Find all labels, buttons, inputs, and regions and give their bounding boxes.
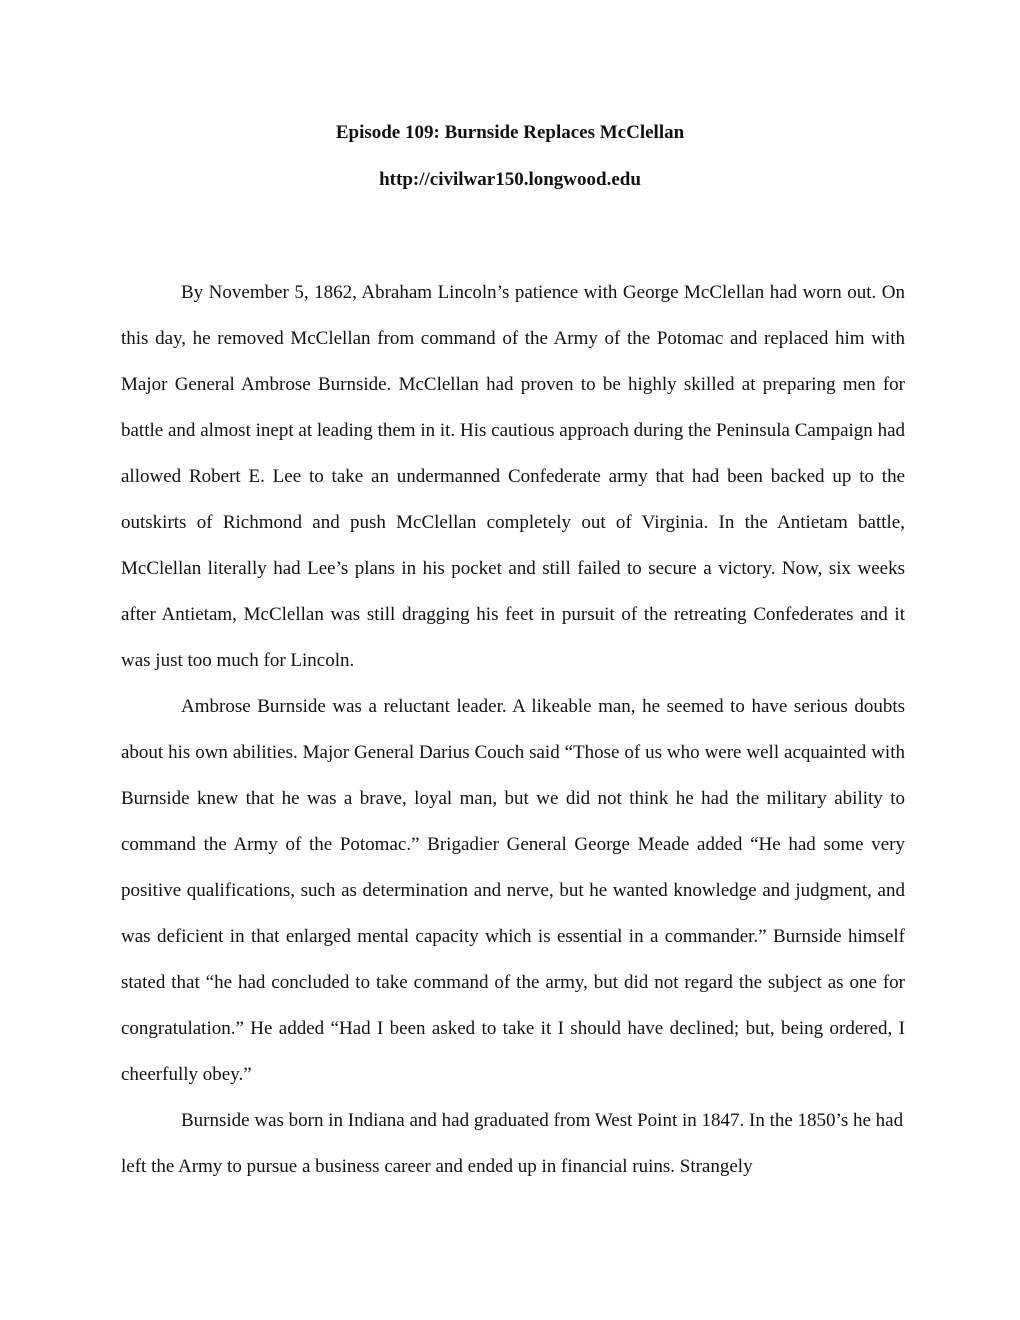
- document-title: Episode 109: Burnside Replaces McClellan: [335, 122, 685, 143]
- document-url: http://civilwar150.longwood.edu: [379, 169, 641, 190]
- body-paragraph: Ambrose Burnside was a reluctant leader. A likeable man, he seemed to have serious doubts about his own abilities. Major General Darius Couch said “Those of us who were well acquainted with Burnside knew that he was a brave, loyal man, but we did not think he had the military ability to command the Army of the Potomac.” Brigadier General George Meade added “He had some very positive qualifications, such as determination and nerve, but he wanted knowledge and judgment, and was deficient in that enlarged mental capacity which is essential in a commander.” Burnside himself stated that “he had concluded to take command of the army, but did not regard the subject as one for congratulation.” He added “Had I been asked to take it I should have declined; but, being ordered, I cheerfully obey.”: [121, 696, 905, 1085]
- body-paragraph: By November 5, 1862, Abraham Lincoln’s patience with George McClellan had worn out. On this day, he removed McClellan from command of the Army of the Potomac and replaced him with Major General Ambrose Burnside. McClellan had proven to be highly skilled at preparing men for battle and almost inept at leading them in it. His cautious approach during the Peninsula Campaign had allowed Robert E. Lee to take an undermanned Confederate army that had been backed up to the outskirts of Richmond and push McClellan completely out of Virginia. In the Antietam battle, McClellan literally had Lee’s plans in his pocket and still failed to secure a victory. Now, six weeks after Antietam, McClellan was still dragging his feet in pursuit of the retreating Confederates and it was just too much for Lincoln.: [121, 282, 905, 671]
- document-body: [121, 270, 905, 1190]
- body-paragraph: Burnside was born in Indiana and had graduated from West Point in 1847. In the 1850’s he had left the Army to pursue a business career and ended up in financial ruins. Strangely: [121, 1110, 904, 1177]
